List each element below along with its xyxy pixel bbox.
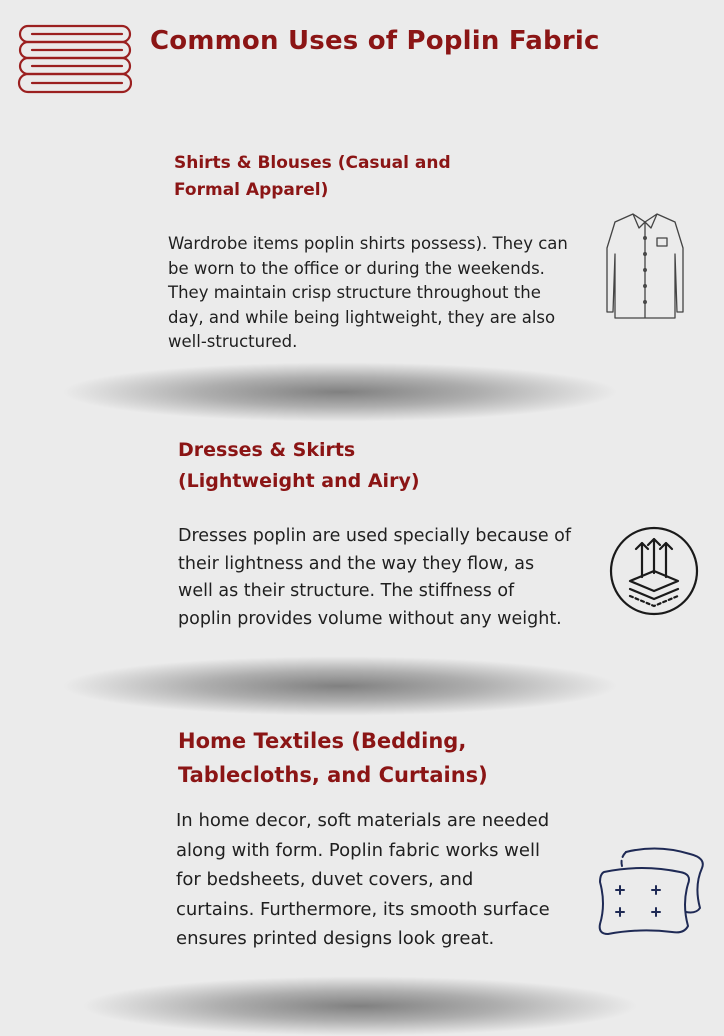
pillows-icon bbox=[596, 842, 708, 938]
breathable-layers-icon bbox=[608, 525, 700, 617]
shirt-icon bbox=[603, 208, 687, 324]
section-divider-shadow bbox=[80, 976, 640, 1036]
section-body-shirts: Wardrobe items poplin shirts possess). They can be worn to the office or during the weekends. They maintain crisp structure throughout the day, and while being lightweight, they are also well-structured. bbox=[168, 234, 568, 351]
section-heading-dresses: Dresses & Skirts (Lightweight and Airy) bbox=[178, 439, 420, 492]
page-title: Common Uses of Poplin Fabric bbox=[150, 26, 600, 56]
section-body-home-textiles: In home decor, soft materials are needed along with form. Poplin fabric works well for bedsheets, duvet covers, and curtains. Furthermore, its smooth surface ensures printed designs look great. bbox=[176, 810, 550, 949]
section-body-dresses: Dresses poplin are used specially because of their lightness and the way they flow, as well as their structure. The stiffness of poplin provides volume without any weight. bbox=[178, 526, 572, 629]
section-heading-shirts: Shirts & Blouses (Casual and Formal Apparel) bbox=[174, 153, 451, 200]
section-heading-home-textiles: Home Textiles (Bedding, Tablecloths, and Curtains) bbox=[178, 729, 488, 787]
section-divider-shadow bbox=[60, 362, 620, 422]
section-divider-shadow bbox=[60, 656, 620, 716]
folded-fabric-stack-icon bbox=[14, 22, 132, 98]
